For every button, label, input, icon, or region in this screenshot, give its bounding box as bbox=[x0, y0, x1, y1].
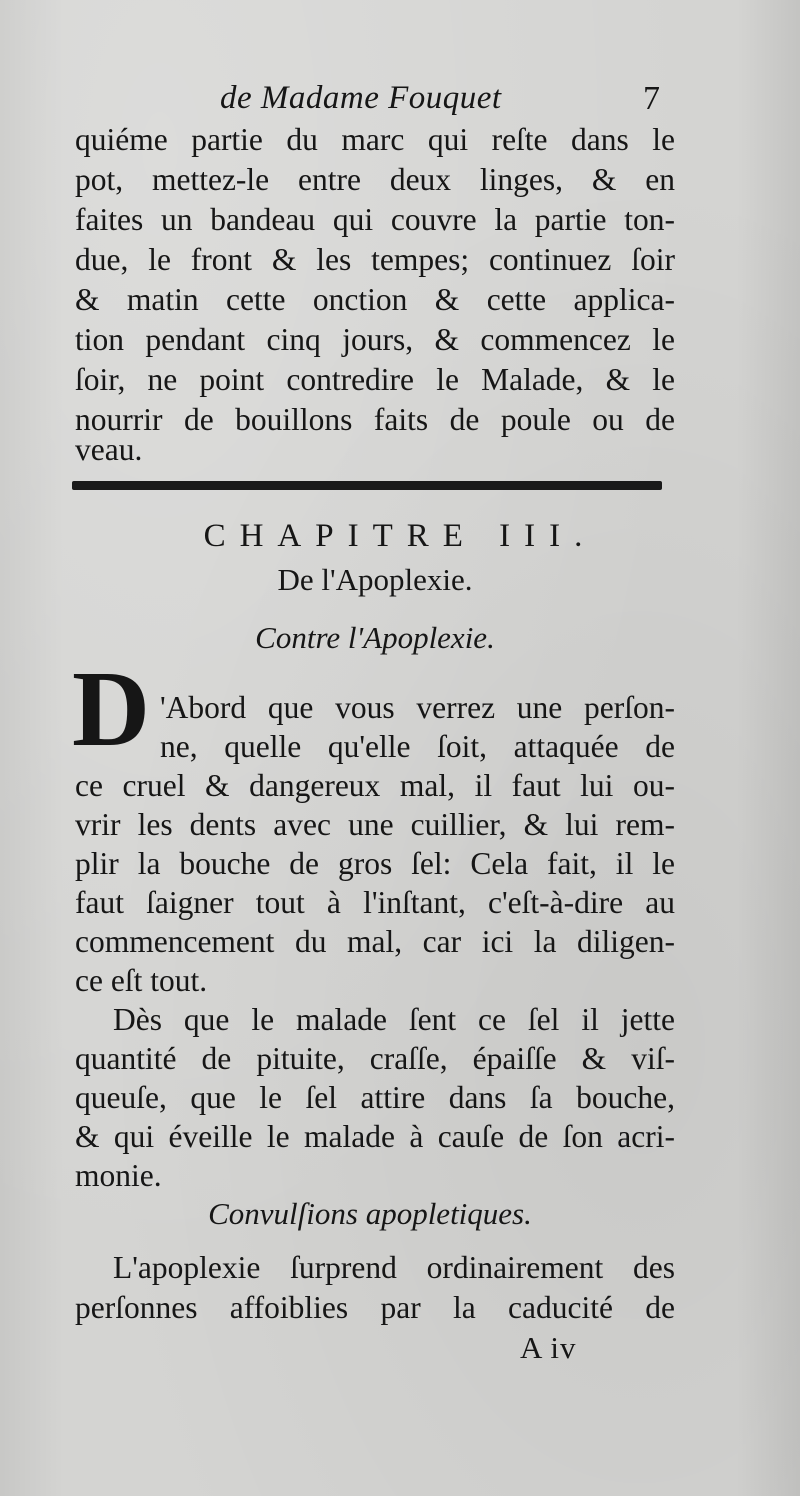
text-line: quiéme partie du marc qui reſte dans le bbox=[75, 122, 675, 157]
chapter-divider-rule bbox=[72, 481, 662, 490]
text-line: nourrir de bouillons faits de poule ou de bbox=[75, 402, 675, 437]
text-line: perſonnes affoiblies par la caducité de bbox=[75, 1290, 675, 1325]
text-line: faut ſaigner tout à l'inſtant, c'eſt-à-dire au bbox=[75, 885, 675, 920]
text-line: faites un bandeau qui couvre la partie ton- bbox=[75, 202, 675, 237]
signature-mark: A iv bbox=[520, 1330, 577, 1365]
text-line: ce eſt tout. bbox=[75, 963, 208, 998]
text-line: quantité de pituite, craſſe, épaiſſe & viſ- bbox=[75, 1041, 675, 1076]
running-head bbox=[220, 80, 660, 124]
text-line: commencement du mal, car ici la diligen- bbox=[75, 924, 675, 959]
text-line: ſoir, ne point contredire le Malade, & le bbox=[75, 362, 675, 397]
text-line: 'Abord que vous verrez une perſon- bbox=[160, 690, 675, 725]
text-line: queuſe, que le ſel attire dans ſa bouche, bbox=[75, 1080, 675, 1115]
section-title: Contre l'Apoplexie. bbox=[255, 620, 495, 655]
subsection-title: Convulſions apopletiques. bbox=[208, 1196, 532, 1231]
text-line: & matin cette onction & cette applica- bbox=[75, 282, 675, 317]
text-line: Dès que le malade ſent ce ſel il jette bbox=[113, 1002, 675, 1037]
page-number: 7 bbox=[643, 80, 660, 117]
text-line: & qui éveille le malade à cauſe de ſon acri- bbox=[75, 1119, 675, 1154]
text-line: due, le front & les tempes; continuez ſoir bbox=[75, 242, 675, 277]
text-line: L'apoplexie ſurprend ordinairement des bbox=[113, 1250, 675, 1285]
text-line: vrir les dents avec une cuillier, & lui rem- bbox=[75, 807, 675, 842]
chapter-heading: CHAPITRE III. bbox=[203, 518, 597, 554]
text-line: plir la bouche de gros ſel: Cela fait, il le bbox=[75, 846, 675, 881]
drop-cap: D bbox=[72, 650, 150, 769]
running-title: de Madame Fouquet bbox=[220, 80, 502, 116]
text-line: veau. bbox=[75, 432, 143, 467]
text-line: monie. bbox=[75, 1158, 162, 1193]
chapter-subtitle: De l'Apoplexie. bbox=[277, 562, 473, 597]
text-line: tion pendant cinq jours, & commencez le bbox=[75, 322, 675, 357]
text-line: ce cruel & dangereux mal, il faut lui ou- bbox=[75, 768, 675, 803]
text-line: pot, mettez-le entre deux linges, & en bbox=[75, 162, 675, 197]
text-line: ne, quelle qu'elle ſoit, attaquée de bbox=[160, 729, 675, 764]
